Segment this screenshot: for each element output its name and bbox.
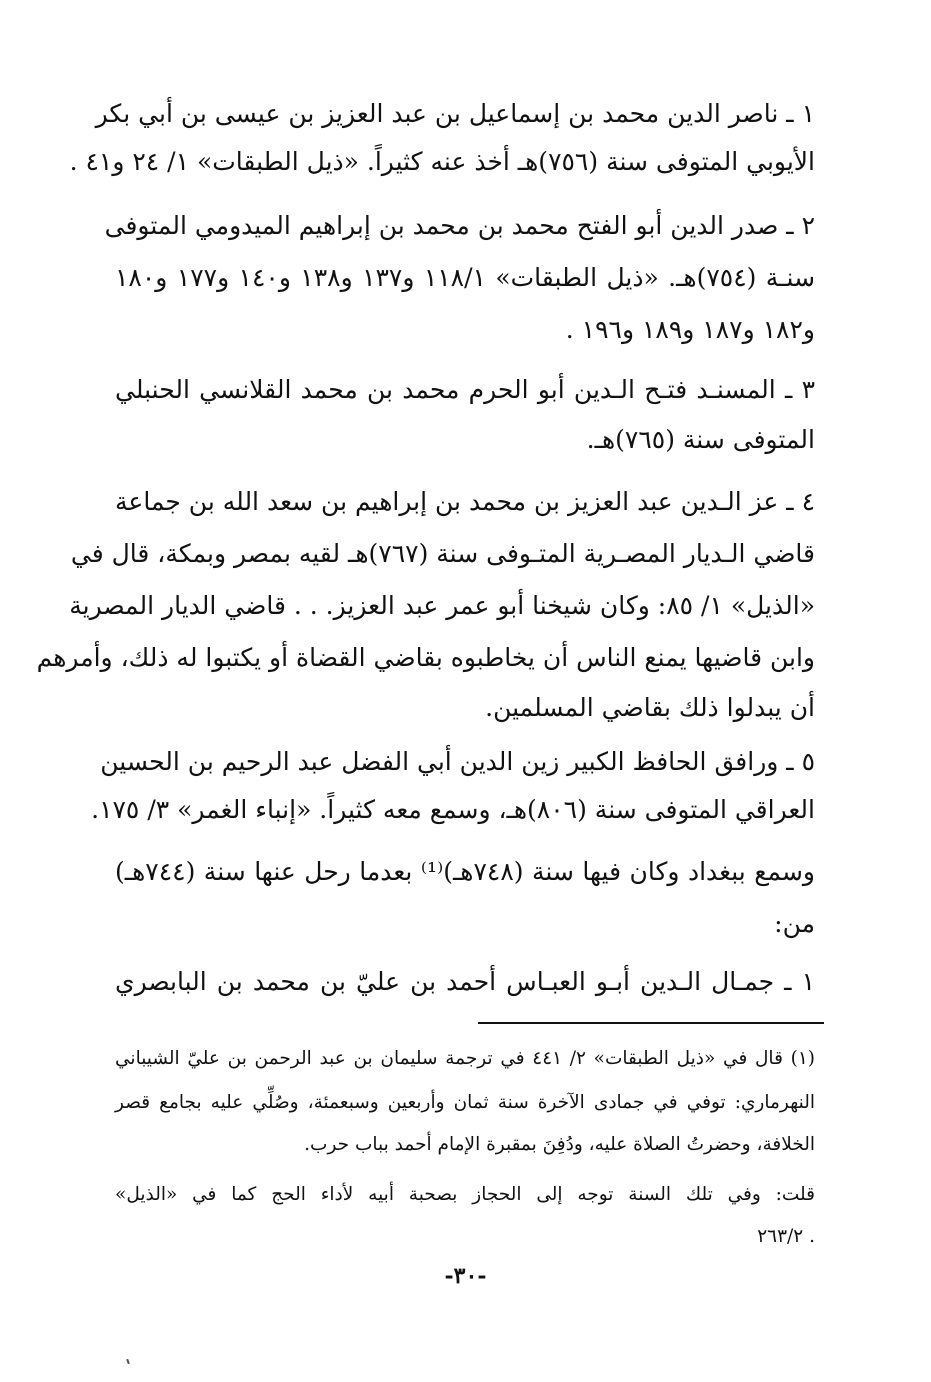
entry-1-line-1: ١ ـ ناصر الدين محمد بن إسماعيل بن عبد العزيز بن عيسى بن أبي بكر (95, 99, 815, 128)
entry-4-line-1: ٤ ـ عز الـدين عبد العزيز بن محمد بن إبراهيم بن سعد الله بن جماعة (115, 487, 815, 516)
scan-speck (126, 1359, 130, 1364)
entry-4-line-3: «الذيل» ١/ ٨٥: وكان شيخنا أبو عمر عبد العزيز. . . قاضي الديار المصرية (69, 591, 815, 620)
entry-5-line-1: ٥ ـ ورافق الحافظ الكبير زين الدين أبي الفضل عبد الرحيم بن الحسين (100, 747, 815, 776)
entry-5-line-2: العراقي المتوفى سنة (٨٠٦)هـ، وسمع معه كثيراً. «إنباء الغمر» ٣/ ١٧٥. (91, 795, 815, 824)
footnote-separator (478, 1022, 824, 1024)
footnote-2-line-1: قلت: وفي تلك السنة توجه إلى الحجاز بصحبة أبيه لأداء الحج كما في «الذيل» (115, 1184, 815, 1205)
entry-2-line-1: ٢ ـ صدر الدين أبو الفتح محمد بن محمد بن إبراهيم الميدومي المتوفى (104, 211, 815, 240)
entry-baghdad-1-line-1: ١ ـ جمـال الـدين أبـو العبـاس أحمد بن عليّ بن محمد بن البابصري (115, 967, 815, 996)
baghdad-line-1: وسمع ببغداد وكان فيها سنة (٧٤٨هـ)⁽¹⁾ بعدما رحل عنها سنة (٧٤٤هـ) (115, 857, 816, 886)
entry-4-line-4: وابن قاضيها يمنع الناس أن يخاطبوه بقاضي القضاة أو يكتبوا له ذلك، وأمرهم (36, 643, 815, 672)
baghdad-line-2: من: (774, 909, 815, 938)
entry-4-line-5: أن يبدلوا ذلك بقاضي المسلمين. (485, 693, 815, 722)
entry-3-line-1: ٣ ـ المسنـد فتـح الـدين أبو الحرم محمد بن محمد القلانسي الحنبلي (115, 375, 815, 404)
footnote-1-line-3: الخلافة، وحضرتُ الصلاة عليه، ودُفِنَ بمقبرة الإمام أحمد بباب حرب. (304, 1134, 815, 1155)
footnote-1-line-1: (١) قال في «ذيل الطبقات» ٢/ ٤٤١ في ترجمة سليمان بن عبد الرحمن بن عليّ الشيباني (115, 1048, 815, 1069)
entry-4-line-2: قاضي الـديار المصـرية المتـوفى سنة (٧٦٧)هـ لقيه بمصر وبمكة، قال في (70, 539, 815, 568)
entry-2-line-3: و١٨٢ و١٨٧ و١٨٩ و١٩٦ . (565, 315, 815, 344)
footnote-1-line-2: النهرماري: توفي في جمادى الآخرة سنة ثمان وأربعين وسبعمئة، وصُلِّي عليه بجامع قصر (115, 1092, 815, 1113)
entry-1-line-2: الأيوبي المتوفى سنة (٧٥٦)هـ أخذ عنه كثيراً. «ذيل الطبقات» ١/ ٢٤ و٤١ . (69, 147, 815, 176)
page-number: -٣٠- (444, 1263, 487, 1289)
entry-3-line-2: المتوفى سنة (٧٦٥)هـ. (586, 425, 815, 454)
entry-2-line-2: سنـة (٧٥٤)هـ. «ذيل الطبقات» ١١٨/١ و١٣٧ و١٣٨ و١٤٠ و١٧٧ و١٨٠ (115, 263, 816, 292)
footnote-2-line-2: . ٢٦٣/٢ (757, 1226, 815, 1247)
